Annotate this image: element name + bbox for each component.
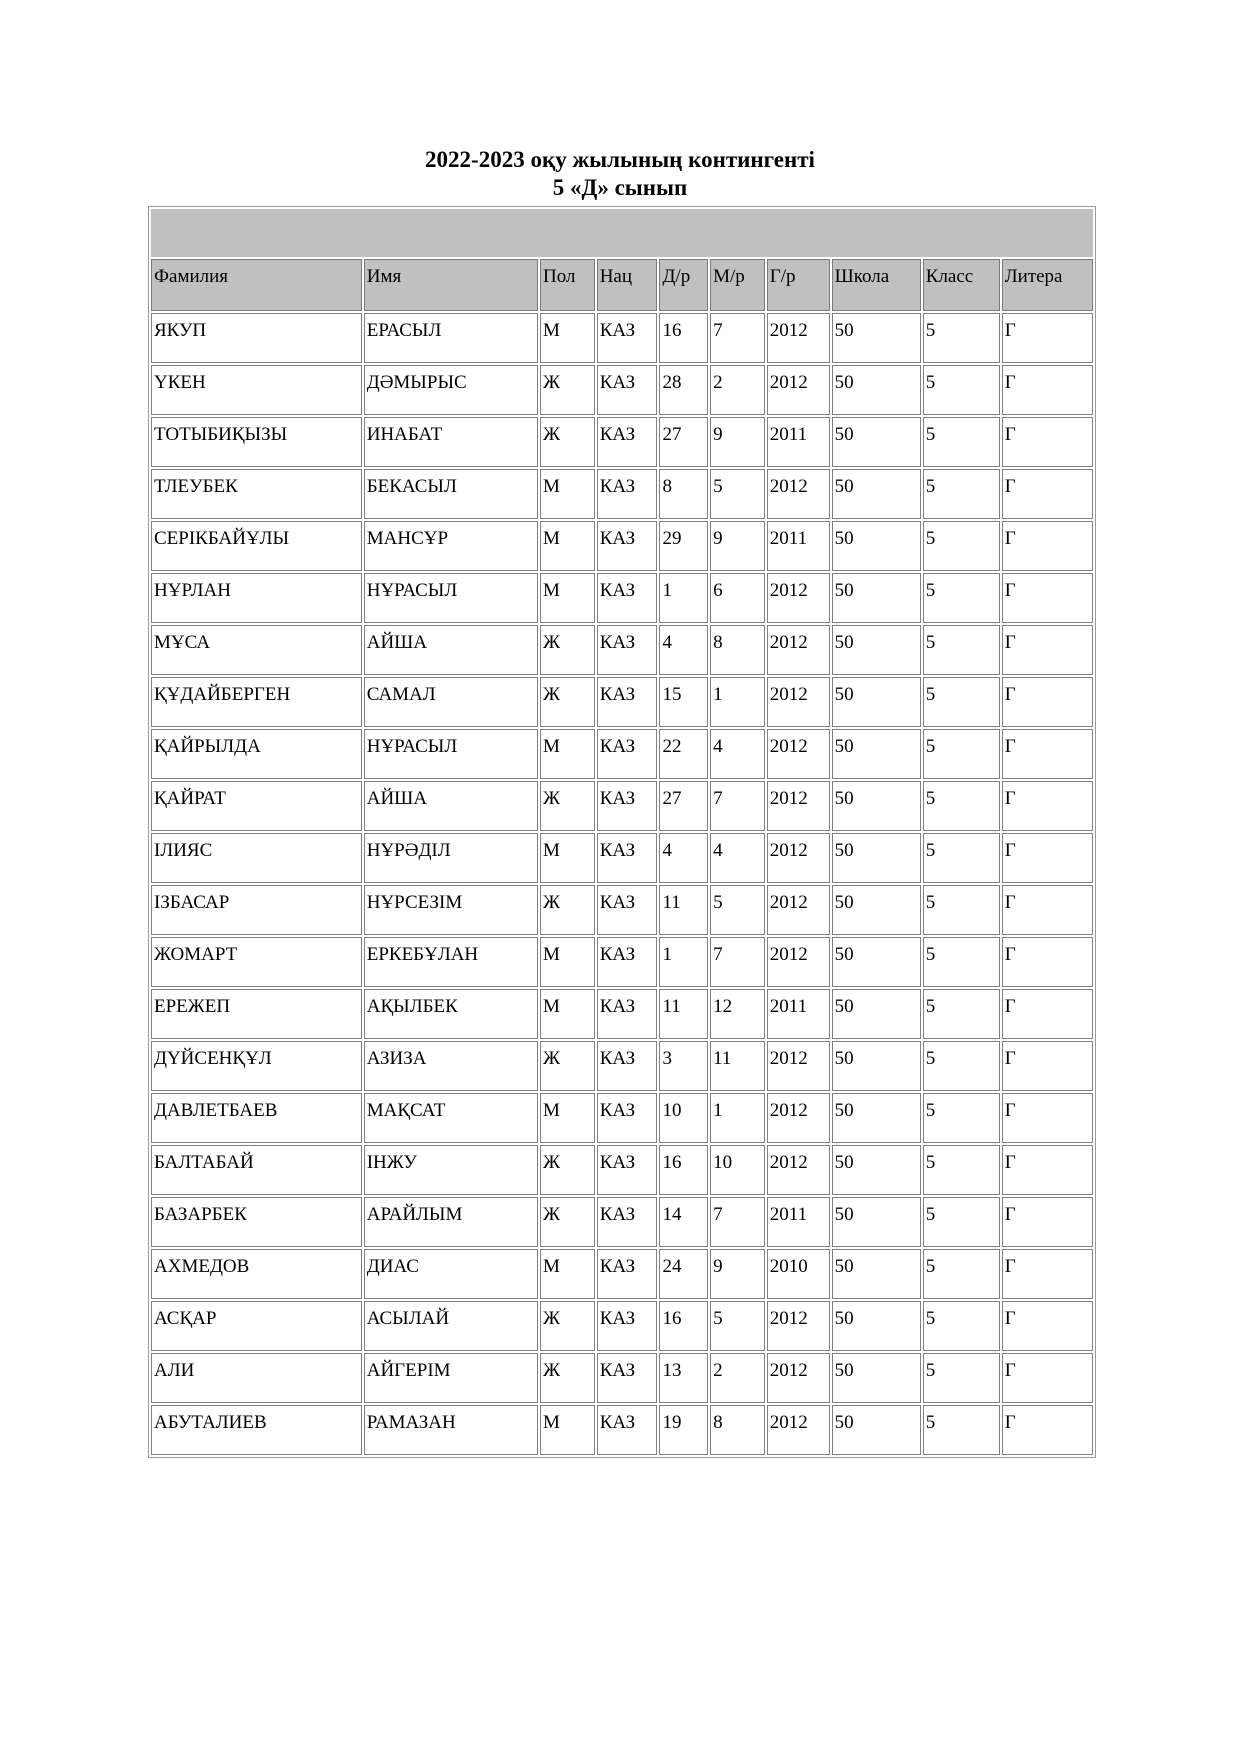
- table-row: [151, 937, 1093, 987]
- column-header: Класс: [923, 259, 1000, 311]
- table-cell: 5: [923, 1145, 1000, 1195]
- table-cell: 50: [832, 1301, 921, 1351]
- table-cell: 50: [832, 521, 921, 571]
- column-header: Фамилия: [151, 259, 362, 311]
- document-title: [0, 146, 1240, 202]
- table-cell: Г: [1002, 729, 1093, 779]
- table-cell: М: [540, 1405, 595, 1455]
- table-cell: 50: [832, 989, 921, 1039]
- table-cell: 50: [832, 313, 921, 363]
- column-header: Имя: [364, 259, 538, 311]
- table-cell: Г: [1002, 1249, 1093, 1299]
- table-cell: КАЗ: [597, 1145, 658, 1195]
- table-cell: Г: [1002, 417, 1093, 467]
- table-cell: КАЗ: [597, 729, 658, 779]
- table-cell: НҰРСЕЗІМ: [364, 885, 538, 935]
- table-row: [151, 469, 1093, 519]
- table-cell: 50: [832, 1041, 921, 1091]
- table-cell: ИНАБАТ: [364, 417, 538, 467]
- table-cell: ІНЖУ: [364, 1145, 538, 1195]
- table-cell: 50: [832, 469, 921, 519]
- table-cell: 1: [659, 573, 708, 623]
- column-header: Литера: [1002, 259, 1093, 311]
- table-cell: 2012: [767, 1041, 830, 1091]
- table-cell: 50: [832, 937, 921, 987]
- table-cell: 2: [710, 1353, 765, 1403]
- table-cell: МҰСА: [151, 625, 362, 675]
- table-cell: 9: [710, 1249, 765, 1299]
- table-cell: 5: [710, 1301, 765, 1351]
- table-cell: М: [540, 313, 595, 363]
- table-cell: ЯКУП: [151, 313, 362, 363]
- table-cell: Ж: [540, 1197, 595, 1247]
- table-row: [151, 573, 1093, 623]
- table-row: [151, 521, 1093, 571]
- table-cell: Ж: [540, 781, 595, 831]
- table-cell: М: [540, 937, 595, 987]
- table-cell: ЕРАСЫЛ: [364, 313, 538, 363]
- table-cell: 14: [659, 1197, 708, 1247]
- table-cell: КАЗ: [597, 365, 658, 415]
- header-band-cell: [151, 209, 1093, 257]
- table-cell: Ж: [540, 1145, 595, 1195]
- table-row: [151, 1405, 1093, 1455]
- table-cell: 3: [659, 1041, 708, 1091]
- column-header: М/р: [710, 259, 765, 311]
- table-row: [151, 313, 1093, 363]
- table-cell: НҰРӘДІЛ: [364, 833, 538, 883]
- table-cell: 29: [659, 521, 708, 571]
- table-cell: Г: [1002, 365, 1093, 415]
- table-cell: БЕКАСЫЛ: [364, 469, 538, 519]
- table-cell: 27: [659, 781, 708, 831]
- table-cell: 2012: [767, 313, 830, 363]
- table-cell: 5: [923, 1093, 1000, 1143]
- table-cell: 50: [832, 1249, 921, 1299]
- table-cell: ДИАС: [364, 1249, 538, 1299]
- table-cell: 50: [832, 833, 921, 883]
- table-cell: 2012: [767, 1405, 830, 1455]
- table-row: [151, 885, 1093, 935]
- table-row: [151, 1093, 1093, 1143]
- table-cell: Г: [1002, 1041, 1093, 1091]
- table-cell: БАЛТАБАЙ: [151, 1145, 362, 1195]
- column-header: Нац: [597, 259, 658, 311]
- table-cell: 5: [923, 1197, 1000, 1247]
- table-cell: 5: [923, 521, 1000, 571]
- table-cell: Г: [1002, 833, 1093, 883]
- table-cell: 8: [659, 469, 708, 519]
- table-cell: 2011: [767, 1197, 830, 1247]
- table-cell: 6: [710, 573, 765, 623]
- table-cell: 16: [659, 1145, 708, 1195]
- table-cell: ДӘМЫРЫС: [364, 365, 538, 415]
- table-cell: М: [540, 989, 595, 1039]
- table-cell: БАЗАРБЕК: [151, 1197, 362, 1247]
- table-cell: Г: [1002, 885, 1093, 935]
- table-cell: 7: [710, 1197, 765, 1247]
- table-cell: АХМЕДОВ: [151, 1249, 362, 1299]
- table-row: [151, 833, 1093, 883]
- table-cell: Ж: [540, 365, 595, 415]
- table-cell: АСҚАР: [151, 1301, 362, 1351]
- table-cell: АЗИЗА: [364, 1041, 538, 1091]
- table-cell: 50: [832, 417, 921, 467]
- table-cell: 5: [923, 1353, 1000, 1403]
- table-cell: Ж: [540, 1353, 595, 1403]
- table-cell: 11: [659, 885, 708, 935]
- table-cell: 4: [710, 729, 765, 779]
- table-cell: КАЗ: [597, 677, 658, 727]
- table-cell: 2012: [767, 625, 830, 675]
- table-cell: 27: [659, 417, 708, 467]
- table-cell: 8: [710, 1405, 765, 1455]
- table-cell: ТЛЕУБЕК: [151, 469, 362, 519]
- table-cell: Ж: [540, 1301, 595, 1351]
- column-header: Д/р: [659, 259, 708, 311]
- table-cell: 2012: [767, 573, 830, 623]
- table-cell: НҰРЛАН: [151, 573, 362, 623]
- table-cell: ЖОМАРТ: [151, 937, 362, 987]
- table-row: [151, 417, 1093, 467]
- table-cell: ҚАЙРАТ: [151, 781, 362, 831]
- table-cell: КАЗ: [597, 573, 658, 623]
- table-cell: 16: [659, 1301, 708, 1351]
- table-cell: Г: [1002, 1197, 1093, 1247]
- table-cell: 9: [710, 417, 765, 467]
- column-header-row: [151, 259, 1093, 311]
- table-cell: 50: [832, 781, 921, 831]
- table-cell: КАЗ: [597, 885, 658, 935]
- table-cell: 2012: [767, 729, 830, 779]
- table-cell: АЙГЕРІМ: [364, 1353, 538, 1403]
- table-cell: 50: [832, 1145, 921, 1195]
- table-cell: КАЗ: [597, 989, 658, 1039]
- table-cell: СЕРІКБАЙҰЛЫ: [151, 521, 362, 571]
- table-cell: КАЗ: [597, 781, 658, 831]
- table-cell: КАЗ: [597, 937, 658, 987]
- table-row: [151, 1041, 1093, 1091]
- table-cell: ДҮЙСЕНҚҰЛ: [151, 1041, 362, 1091]
- table-cell: 5: [923, 1301, 1000, 1351]
- table-cell: 5: [923, 1041, 1000, 1091]
- table-cell: 5: [923, 573, 1000, 623]
- table-cell: Г: [1002, 677, 1093, 727]
- table-cell: КАЗ: [597, 313, 658, 363]
- table-cell: МАҚСАТ: [364, 1093, 538, 1143]
- table-cell: АЙША: [364, 625, 538, 675]
- table-cell: 50: [832, 885, 921, 935]
- table-cell: 5: [710, 469, 765, 519]
- table-cell: 15: [659, 677, 708, 727]
- title-line-1: 2022-2023 оқу жылының контингенті: [425, 147, 815, 172]
- table-cell: АЙША: [364, 781, 538, 831]
- table-cell: 5: [923, 417, 1000, 467]
- table-cell: АСЫЛАЙ: [364, 1301, 538, 1351]
- table-cell: МАНСҰР: [364, 521, 538, 571]
- table-cell: М: [540, 729, 595, 779]
- table-cell: КАЗ: [597, 469, 658, 519]
- table-cell: АБУТАЛИЕВ: [151, 1405, 362, 1455]
- table-cell: 50: [832, 729, 921, 779]
- table-cell: 7: [710, 313, 765, 363]
- table-cell: КАЗ: [597, 417, 658, 467]
- table-row: [151, 1353, 1093, 1403]
- table-cell: САМАЛ: [364, 677, 538, 727]
- table-cell: Г: [1002, 1093, 1093, 1143]
- table-row: [151, 729, 1093, 779]
- table-cell: 5: [710, 885, 765, 935]
- table-cell: Г: [1002, 1405, 1093, 1455]
- table-cell: 2: [710, 365, 765, 415]
- table-cell: 2012: [767, 833, 830, 883]
- table-cell: 5: [923, 989, 1000, 1039]
- header-band: [151, 209, 1093, 257]
- table-cell: 50: [832, 1353, 921, 1403]
- table-cell: М: [540, 469, 595, 519]
- table-cell: ІЗБАСАР: [151, 885, 362, 935]
- table-body: [151, 209, 1093, 1455]
- table-cell: АРАЙЛЫМ: [364, 1197, 538, 1247]
- table-cell: ҮКЕН: [151, 365, 362, 415]
- table-cell: 1: [659, 937, 708, 987]
- table-cell: 5: [923, 885, 1000, 935]
- table-cell: М: [540, 521, 595, 571]
- table-cell: 24: [659, 1249, 708, 1299]
- table-cell: 10: [659, 1093, 708, 1143]
- table-cell: КАЗ: [597, 1405, 658, 1455]
- table-cell: 2012: [767, 1093, 830, 1143]
- table-cell: НҰРАСЫЛ: [364, 573, 538, 623]
- table-cell: М: [540, 1093, 595, 1143]
- table-cell: 19: [659, 1405, 708, 1455]
- column-header: Школа: [832, 259, 921, 311]
- table-cell: Г: [1002, 573, 1093, 623]
- table-cell: КАЗ: [597, 1093, 658, 1143]
- table-cell: М: [540, 833, 595, 883]
- table-cell: 2012: [767, 677, 830, 727]
- table-cell: КАЗ: [597, 1249, 658, 1299]
- table-cell: 2012: [767, 781, 830, 831]
- table-cell: 50: [832, 1093, 921, 1143]
- table-cell: 22: [659, 729, 708, 779]
- table-cell: 16: [659, 313, 708, 363]
- table-cell: 2011: [767, 989, 830, 1039]
- table-cell: 4: [710, 833, 765, 883]
- column-header: Г/р: [767, 259, 830, 311]
- table-cell: 11: [710, 1041, 765, 1091]
- table-cell: 4: [659, 833, 708, 883]
- table-cell: 5: [923, 1405, 1000, 1455]
- table-cell: Г: [1002, 1353, 1093, 1403]
- table-cell: КАЗ: [597, 1041, 658, 1091]
- table-cell: Ж: [540, 1041, 595, 1091]
- title-line-2: 5 «Д» сынып: [552, 175, 688, 200]
- table-row: [151, 365, 1093, 415]
- table-row: [151, 781, 1093, 831]
- table-cell: 2011: [767, 521, 830, 571]
- table-cell: 2012: [767, 937, 830, 987]
- table-cell: 5: [923, 469, 1000, 519]
- table-row: [151, 625, 1093, 675]
- table-cell: Ж: [540, 677, 595, 727]
- table-cell: ТОТЫБИҚЫЗЫ: [151, 417, 362, 467]
- table-cell: АЛИ: [151, 1353, 362, 1403]
- table-cell: 1: [710, 677, 765, 727]
- table-cell: 5: [923, 833, 1000, 883]
- table-cell: 2010: [767, 1249, 830, 1299]
- table-cell: КАЗ: [597, 521, 658, 571]
- table-cell: М: [540, 573, 595, 623]
- table-cell: 8: [710, 625, 765, 675]
- column-header: Пол: [540, 259, 595, 311]
- table-cell: 5: [923, 1249, 1000, 1299]
- table-cell: КАЗ: [597, 833, 658, 883]
- table-row: [151, 1249, 1093, 1299]
- table-cell: ҚҰДАЙБЕРГЕН: [151, 677, 362, 727]
- table-cell: Г: [1002, 989, 1093, 1039]
- table-cell: 50: [832, 365, 921, 415]
- table-cell: 2011: [767, 417, 830, 467]
- table-cell: 7: [710, 781, 765, 831]
- table-cell: 13: [659, 1353, 708, 1403]
- table-cell: НҰРАСЫЛ: [364, 729, 538, 779]
- table-cell: 28: [659, 365, 708, 415]
- table-cell: 9: [710, 521, 765, 571]
- table-cell: ҚАЙРЫЛДА: [151, 729, 362, 779]
- table-cell: АҚЫЛБЕК: [364, 989, 538, 1039]
- table-cell: ДАВЛЕТБАЕВ: [151, 1093, 362, 1143]
- table-cell: 4: [659, 625, 708, 675]
- table-cell: Г: [1002, 937, 1093, 987]
- table-row: [151, 1145, 1093, 1195]
- table-cell: Г: [1002, 1145, 1093, 1195]
- table-cell: РАМАЗАН: [364, 1405, 538, 1455]
- table-cell: Ж: [540, 885, 595, 935]
- table-cell: 2012: [767, 1145, 830, 1195]
- table-cell: Г: [1002, 1301, 1093, 1351]
- table-cell: Ж: [540, 625, 595, 675]
- table-cell: 5: [923, 677, 1000, 727]
- table-cell: 50: [832, 573, 921, 623]
- table-cell: 5: [923, 937, 1000, 987]
- table-cell: 5: [923, 625, 1000, 675]
- table-cell: Г: [1002, 313, 1093, 363]
- table-cell: Г: [1002, 781, 1093, 831]
- table-cell: 2012: [767, 365, 830, 415]
- table-cell: 50: [832, 677, 921, 727]
- table-cell: Г: [1002, 521, 1093, 571]
- table-row: [151, 677, 1093, 727]
- table-cell: ЕРКЕБҰЛАН: [364, 937, 538, 987]
- table-cell: 2012: [767, 1301, 830, 1351]
- table-cell: 12: [710, 989, 765, 1039]
- table-cell: Г: [1002, 469, 1093, 519]
- table-cell: 7: [710, 937, 765, 987]
- table-cell: 5: [923, 313, 1000, 363]
- table-row: [151, 989, 1093, 1039]
- table-cell: 1: [710, 1093, 765, 1143]
- contingent-table: [148, 206, 1096, 1458]
- table-cell: КАЗ: [597, 1197, 658, 1247]
- table-cell: 50: [832, 625, 921, 675]
- table-cell: Ж: [540, 417, 595, 467]
- table-cell: ІЛИЯС: [151, 833, 362, 883]
- table-cell: КАЗ: [597, 625, 658, 675]
- table-cell: 50: [832, 1197, 921, 1247]
- table-cell: КАЗ: [597, 1301, 658, 1351]
- table-cell: КАЗ: [597, 1353, 658, 1403]
- table-cell: Г: [1002, 625, 1093, 675]
- table-cell: 5: [923, 729, 1000, 779]
- table-cell: 2012: [767, 1353, 830, 1403]
- table-cell: 5: [923, 365, 1000, 415]
- table-cell: 10: [710, 1145, 765, 1195]
- table-cell: 11: [659, 989, 708, 1039]
- table-cell: 2012: [767, 885, 830, 935]
- table-row: [151, 1301, 1093, 1351]
- table-row: [151, 1197, 1093, 1247]
- table-cell: ЕРЕЖЕП: [151, 989, 362, 1039]
- table-cell: 50: [832, 1405, 921, 1455]
- table-cell: М: [540, 1249, 595, 1299]
- table-cell: 2012: [767, 469, 830, 519]
- table-cell: 5: [923, 781, 1000, 831]
